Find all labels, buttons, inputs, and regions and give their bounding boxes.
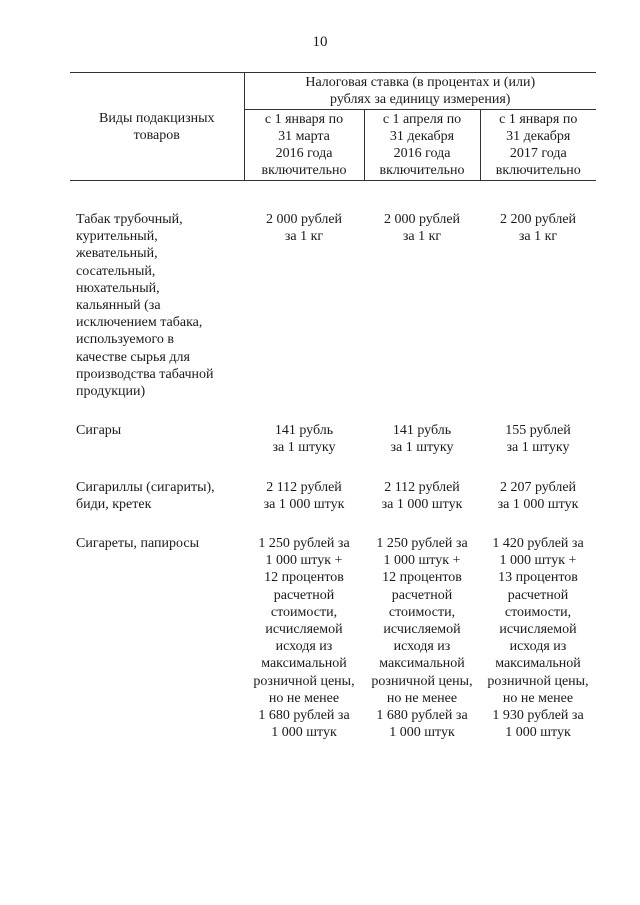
tax-rate-line: исходя из	[509, 639, 567, 655]
tax-rate-line: расчетной	[273, 587, 335, 603]
tax-rate-line: 13 процентов	[498, 570, 578, 586]
tax-rate-line: 2 112 рублей	[384, 479, 460, 495]
period-line: 2016 года	[393, 146, 451, 161]
header-line: Виды подакцизных	[99, 110, 215, 126]
tax-rate-line: 1 250 рублей за	[258, 536, 350, 552]
tax-rate-rows	[70, 211, 596, 763]
tax-rate-line: 141 рубль	[274, 423, 334, 439]
period-header-3	[480, 110, 596, 181]
tax-rate-line: за 1 000 штук	[381, 496, 463, 512]
goods-name-cell	[70, 535, 244, 763]
goods-name-line: Сигариллы (сигариты),	[76, 479, 215, 495]
tax-rate-line: 12 процентов	[264, 570, 344, 586]
goods-name-line: жевательный,	[76, 246, 158, 262]
tax-rate-line: но не менее	[386, 690, 458, 706]
tax-rate-line: 2 000 рублей	[383, 212, 461, 227]
goods-name-cell	[70, 479, 244, 535]
table-row	[70, 479, 596, 535]
tax-rate-line: 1 420 рублей за	[492, 536, 584, 552]
tax-rate-line: расчетной	[391, 587, 453, 603]
tax-rate-line: исходя из	[275, 639, 333, 655]
tax-rate-cell	[364, 422, 480, 478]
tax-rate-header	[244, 73, 596, 110]
tax-rate-line: за 1 000 штук	[263, 496, 345, 512]
tax-rate-line: но не менее	[502, 690, 574, 706]
table-row	[70, 535, 596, 763]
goods-name-line: исключением табака,	[76, 315, 203, 331]
tax-rate-line: стоимости,	[504, 604, 572, 620]
tax-rate-line: исчисляемой	[383, 622, 461, 638]
goods-name-cell	[70, 422, 244, 478]
tax-rate-line: 1 930 рублей за	[492, 708, 584, 724]
table-row	[70, 422, 596, 478]
tax-rate-cell	[364, 535, 480, 763]
period-line: включительно	[261, 163, 347, 178]
tax-rate-line: 1 000 штук +	[265, 553, 343, 569]
tax-rate-cell	[244, 479, 364, 535]
header-line: рублях за единицу измерения)	[330, 92, 511, 107]
tax-rate-line: 2 200 рублей	[499, 212, 577, 227]
period-line: 2017 года	[509, 146, 567, 161]
goods-name-line: курительный,	[76, 229, 158, 245]
tax-rate-cell	[244, 422, 364, 478]
tax-rate-line: 1 680 рублей за	[258, 708, 350, 724]
tax-rate-cell	[480, 211, 596, 422]
goods-name-line: продукции)	[76, 384, 146, 400]
tax-rate-cell	[364, 211, 480, 422]
tax-rate-line: расчетной	[507, 587, 569, 603]
period-header-1	[244, 110, 364, 181]
tax-rate-line: розничной цены,	[487, 673, 589, 689]
table-row	[70, 211, 596, 422]
excise-goods-kinds-header	[70, 73, 244, 181]
page-number: 10	[312, 34, 328, 50]
tax-rate-line: 141 рубль	[392, 423, 452, 439]
goods-name-line: Табак трубочный,	[76, 212, 183, 227]
tax-rate-header-table	[70, 72, 596, 181]
tax-rate-line: за 1 кг	[518, 229, 558, 245]
period-line: включительно	[495, 163, 581, 178]
goods-name-cell	[70, 211, 244, 422]
goods-name-line: используемого в	[76, 332, 175, 348]
tax-rate-line: розничной цены,	[253, 673, 355, 689]
tax-rate-line: за 1 штуку	[390, 440, 454, 456]
period-header-2	[364, 110, 480, 181]
goods-name-line: качестве сырья для	[76, 349, 190, 365]
tax-rate-line: стоимости,	[388, 604, 456, 620]
tax-rate-line: 1 000 штук +	[499, 553, 577, 569]
header-line: Налоговая ставка (в процентах и (или)	[305, 75, 536, 90]
tax-rate-line: исчисляемой	[499, 622, 577, 638]
tax-rate-cell	[244, 211, 364, 422]
tax-rate-line: 2 112 рублей	[266, 479, 342, 495]
tax-rate-line: стоимости,	[270, 604, 338, 620]
tax-rate-line: за 1 кг	[284, 229, 324, 245]
tax-rate-line: 2 000 рублей	[265, 212, 343, 227]
period-line: с 1 января по	[499, 112, 578, 127]
tax-rate-cell	[244, 535, 364, 763]
tax-rate-line: исчисляемой	[265, 622, 343, 638]
period-line: включительно	[379, 163, 465, 178]
tax-rate-line: 12 процентов	[382, 570, 462, 586]
goods-name-line: кальянный (за	[76, 298, 161, 314]
tax-rate-line: максимальной	[261, 656, 347, 672]
tax-rate-cell	[480, 479, 596, 535]
tax-rate-body-table	[70, 211, 596, 763]
goods-name-line: Сигары	[76, 423, 122, 439]
goods-name-line: Сигареты, папиросы	[76, 536, 199, 552]
goods-name-line: нюхательный,	[76, 280, 160, 296]
tax-rate-cell	[480, 535, 596, 763]
tax-rate-line: исходя из	[393, 639, 451, 655]
tax-rate-line: за 1 штуку	[272, 440, 336, 456]
tax-rate-line: максимальной	[495, 656, 581, 672]
tax-rate-line: 1 000 штук	[271, 725, 337, 741]
tax-rate-cell	[480, 422, 596, 478]
tax-rate-line: 155 рублей	[505, 423, 571, 439]
tax-rate-line: розничной цены,	[371, 673, 473, 689]
tax-rate-line: за 1 000 штук	[497, 496, 579, 512]
period-line: 31 марта	[278, 129, 330, 144]
period-line: с 1 января по	[264, 112, 344, 127]
header-line: товаров	[133, 127, 180, 143]
tax-rate-line: за 1 штуку	[506, 440, 570, 456]
tax-rate-line: за 1 кг	[402, 229, 442, 245]
tax-rate-cell	[364, 479, 480, 535]
tax-rate-line: 1 000 штук	[389, 725, 455, 741]
tax-rate-line: максимальной	[379, 656, 465, 672]
tax-rate-line: 1 250 рублей за	[376, 536, 468, 552]
goods-name-line: производства табачной	[76, 366, 214, 382]
period-line: 31 декабря	[389, 129, 455, 144]
tax-rate-line: 1 000 штук	[505, 725, 571, 741]
tax-rate-line: но не менее	[268, 690, 340, 706]
goods-name-line: биди, кретек	[76, 496, 152, 512]
period-line: с 1 апреля по	[382, 112, 462, 127]
period-line: 2016 года	[275, 146, 333, 161]
tax-rate-line: 2 207 рублей	[499, 479, 577, 495]
tax-rate-line: 1 000 штук +	[383, 553, 461, 569]
period-line: 31 декабря	[506, 129, 571, 144]
goods-name-line: сосательный,	[76, 263, 156, 279]
tax-rate-line: 1 680 рублей за	[376, 708, 468, 724]
